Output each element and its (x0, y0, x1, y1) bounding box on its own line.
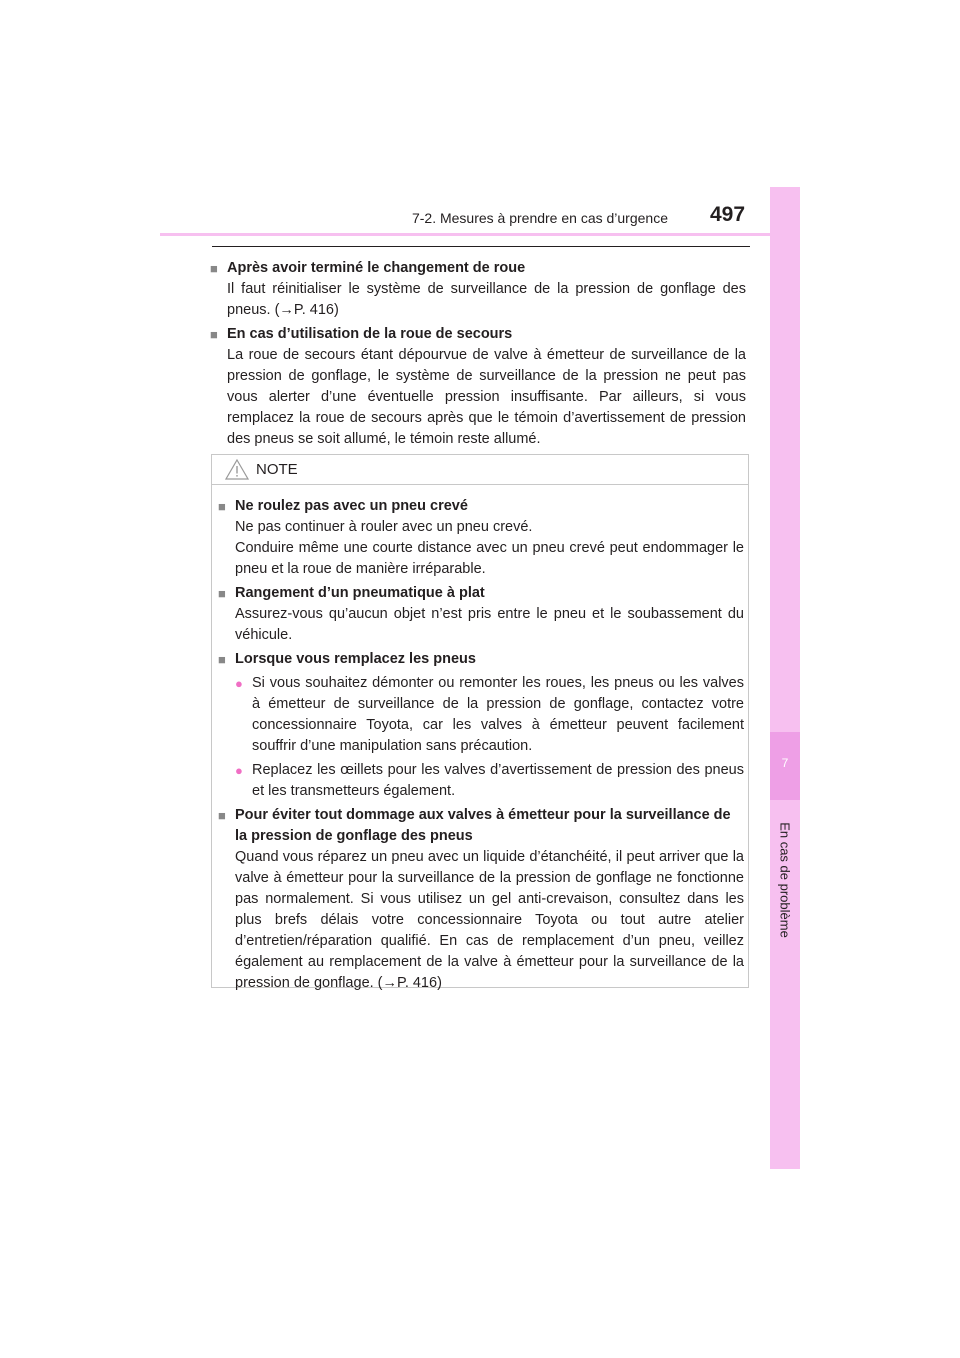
section-text: La roue de secours étant dépourvue de valve à émetteur de surveillance de la pression de gonflage, le système de surveillance de la pression ne peut pas vous alerter d’une éventuelle pression insuffisante. Par ailleurs, si vous remplacez la roue de secours après que le témoin d’avertissement de pression des pneus se soit allumé, le témoin reste allumé. (227, 347, 746, 447)
square-bullet-icon: ■ (210, 327, 218, 342)
chapter-sidebar (770, 187, 800, 1169)
note-section (218, 583, 744, 646)
note-box (211, 454, 749, 991)
note-header (212, 455, 748, 485)
note-text: Assurez-vous qu’aucun objet n’est pris entre le pneu et le soubassement du véhicule. (235, 606, 744, 643)
section-heading: En cas d’utilisation de la roue de secours (227, 326, 513, 342)
note-body (218, 493, 744, 994)
note-section (218, 496, 744, 580)
square-bullet-icon: ■ (218, 499, 226, 514)
square-bullet-icon: ■ (218, 808, 226, 823)
bullet-text: Replacez les œillets pour les valves d’avertissement de pression des pneus et les transmetteurs également. (252, 762, 744, 799)
section-block (210, 324, 746, 450)
section-block (210, 258, 746, 321)
note-heading: Pour éviter tout dommage aux valves à émetteur pour la surveillance de la pression de gonflage des pneus (235, 807, 731, 844)
bullet-text: Si vous souhaitez démonter ou remonter les roues, les pneus ou les valves à émetteur de surveillance de la pression de gonflage, contactez votre concessionnaire Toyota, car les valves à émetteur peuvent facilement souffrir d’une manipulation sans précaution. (252, 675, 744, 754)
note-text: Ne pas continuer à rouler avec un pneu crevé. (235, 519, 533, 535)
square-bullet-icon: ■ (218, 652, 226, 667)
note-heading: Ne roulez pas avec un pneu crevé (235, 498, 468, 514)
list-item (218, 673, 744, 757)
note-text: Quand vous réparez un pneu avec un liquide d’étanchéité, il peut arriver que la valve à émetteur pour la surveillance de la pression de gonflage ne fonctionne pas normalement. Si vous utilisez un gel anti-crevaison, consultez dans les plus brefs délais votre concessionnaire Toyota ou tout autre atelier d’entretien/réparation qualifié. En cas de remplacement d’un pneu, veillez également au remplacement de la valve à émetteur pour la surveillance de la pression de gonflage. (→P. 416) (235, 849, 744, 991)
chapter-number: 7 (781, 756, 789, 770)
square-bullet-icon: ■ (218, 586, 226, 601)
header-rule (160, 233, 800, 236)
page-number: 497 (710, 203, 746, 226)
list-item (218, 760, 744, 802)
circle-bullet-icon: ● (235, 763, 243, 778)
section-title: 7-2. Mesures à prendre en cas d’urgence (411, 210, 668, 226)
note-label: NOTE (256, 461, 298, 478)
note-section (218, 649, 744, 802)
section-heading: Après avoir terminé le changement de roue (227, 260, 526, 276)
main-content (210, 255, 746, 450)
note-section (218, 805, 744, 994)
note-text: Conduire même une courte distance avec un pneu crevé peut endommager le pneu et la roue de manière irréparable. (235, 540, 744, 577)
note-heading: Rangement d’un pneumatique à plat (235, 585, 485, 601)
content-rule (212, 246, 750, 247)
section-text: Il faut réinitialiser le système de surveillance de la pression de gonflage des pneus. (→P. 416) (227, 281, 746, 318)
circle-bullet-icon: ● (235, 676, 243, 691)
square-bullet-icon: ■ (210, 261, 218, 276)
warning-triangle-icon (225, 459, 249, 480)
chapter-label: En cas de problème (777, 822, 793, 938)
note-heading: Lorsque vous remplacez les pneus (235, 651, 476, 667)
